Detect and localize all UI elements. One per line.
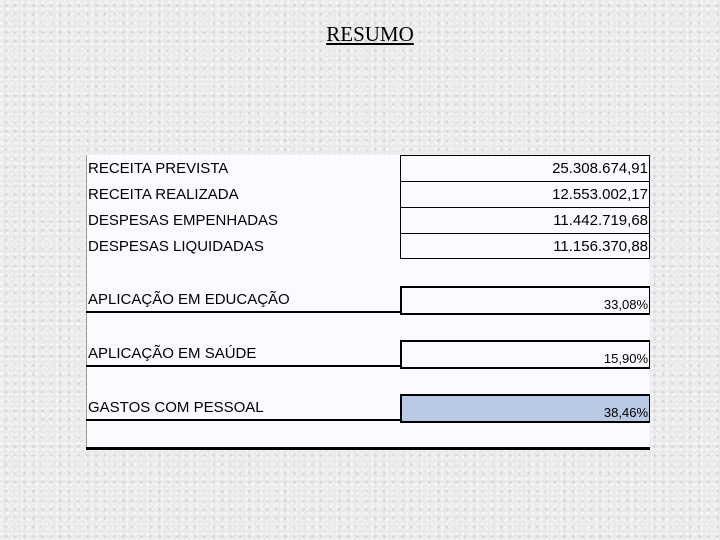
row-value-receita-prevista: 25.308.674,91 [400, 155, 650, 181]
row-label-gastos-pessoal: GASTOS COM PESSOAL [86, 394, 400, 421]
row-value-despesas-liquidadas: 11.156.370,88 [400, 233, 650, 259]
summary-table [86, 155, 650, 450]
table-row [86, 155, 650, 181]
row-value-aplicacao-saude: 15,90% [400, 340, 650, 369]
table-row [86, 286, 650, 314]
row-value-gastos-pessoal: 38,46% [400, 394, 650, 423]
table-row [86, 181, 650, 207]
table-row [86, 233, 650, 259]
table-row [86, 340, 650, 368]
row-label-aplicacao-saude: APLICAÇÃO EM SAÚDE [86, 340, 400, 367]
row-value-receita-realizada: 12.553.002,17 [400, 181, 650, 207]
row-value-aplicacao-educacao: 33,08% [400, 286, 650, 315]
row-label-receita-realizada: RECEITA REALIZADA [88, 185, 239, 203]
table-row [86, 207, 650, 233]
table-row [86, 394, 650, 422]
row-label-aplicacao-educacao: APLICAÇÃO EM EDUCAÇÃO [86, 286, 400, 313]
table-bottom-border [86, 447, 650, 450]
row-label-despesas-liquidadas: DESPESAS LIQUIDADAS [88, 237, 264, 255]
row-value-despesas-empenhadas: 11.442.719,68 [400, 207, 650, 233]
row-label-receita-prevista: RECEITA PREVISTA [88, 159, 229, 177]
row-label-despesas-empenhadas: DESPESAS EMPENHADAS [88, 211, 279, 229]
page-title: RESUMO [326, 22, 414, 46]
